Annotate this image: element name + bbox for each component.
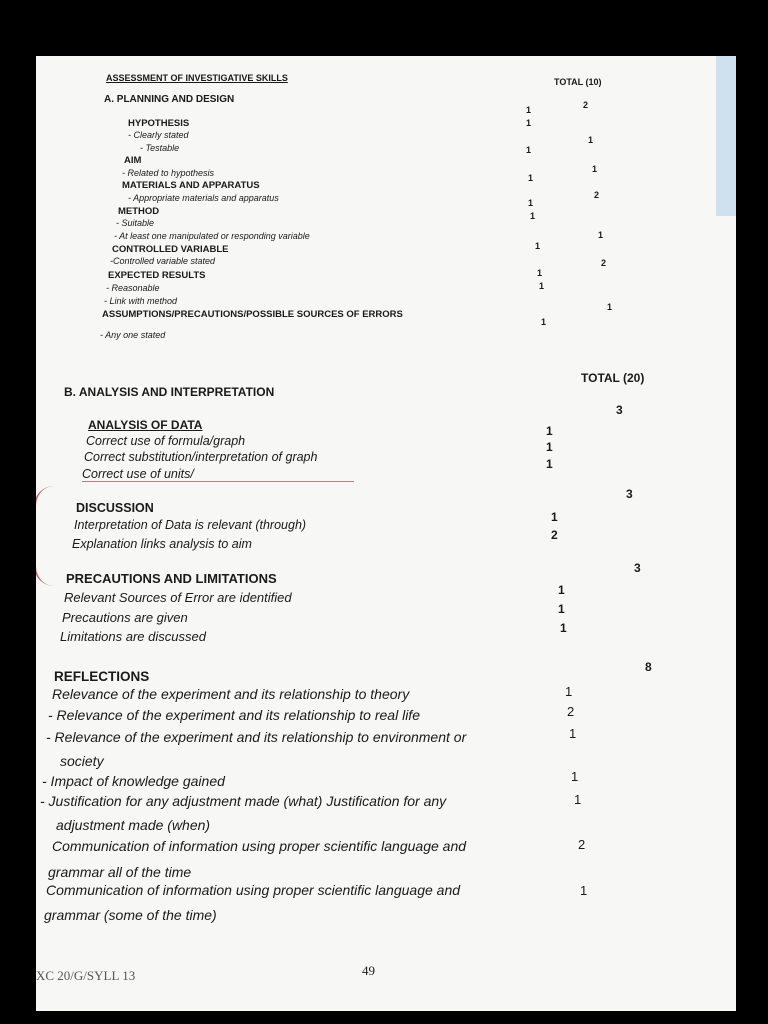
criterion-mark: 1: [528, 198, 534, 208]
reflection-line: society: [60, 753, 104, 769]
reflection-mark: 1: [574, 792, 582, 807]
criterion-line: - Any one stated: [100, 330, 166, 340]
reflections-total: 8: [645, 660, 652, 674]
subtotal-mark: 1: [592, 164, 598, 174]
reflection-line: Communication of information using proper scientific language and: [52, 838, 467, 854]
analysis-mark: 1: [546, 457, 553, 471]
reflection-line: Communication of information using proper scientific language and: [46, 882, 461, 898]
criterion-mark: 1: [537, 268, 543, 278]
criterion-mark: 1: [530, 211, 536, 221]
criterion-mark: 1: [535, 241, 541, 251]
criterion-line: - Testable: [140, 143, 180, 153]
precautions-mark: 1: [558, 583, 565, 597]
criterion-mark: 1: [526, 118, 532, 128]
criterion-line: - Link with method: [104, 296, 178, 306]
criterion-heading: ASSUMPTIONS/PRECAUTIONS/POSSIBLE SOURCES OF ERRORS: [102, 309, 403, 320]
analysis-mark: 1: [546, 440, 553, 454]
discussion-line: Explanation links analysis to aim: [72, 537, 252, 551]
section-b-total: TOTAL (20): [581, 371, 645, 385]
analysis-line: Correct use of formula/graph: [86, 434, 246, 448]
reflection-line: Relevance of the experiment and its relationship to theory: [52, 686, 410, 702]
reflection-mark: 1: [580, 883, 588, 898]
criterion-heading: METHOD: [118, 206, 160, 217]
reflection-line: grammar all of the time: [48, 864, 192, 880]
subtotal-mark: 1: [588, 135, 594, 145]
page-edge-shadow: [716, 56, 736, 216]
precautions-heading: PRECAUTIONS AND LIMITATIONS: [66, 571, 277, 586]
criterion-heading: CONTROLLED VARIABLE: [112, 244, 229, 255]
analysis-heading: ANALYSIS OF DATA: [88, 418, 203, 432]
reflection-line: adjustment made (when): [56, 817, 211, 833]
criterion-line: - At least one manipulated or responding variable: [114, 231, 310, 241]
discussion-line: Interpretation of Data is relevant (through): [74, 518, 307, 532]
reflection-mark: 1: [565, 684, 573, 699]
reflection-mark: 1: [569, 726, 577, 741]
criterion-heading: HYPOTHESIS: [128, 118, 190, 129]
criterion-heading: MATERIALS AND APPARATUS: [122, 180, 260, 191]
analysis-total: 3: [616, 403, 623, 417]
criterion-mark: 1: [526, 105, 532, 115]
criterion-mark: 1: [539, 281, 545, 291]
criterion-mark: 1: [541, 317, 547, 327]
pen-bracket: [36, 486, 66, 586]
section-a-title: A. PLANNING AND DESIGN: [104, 94, 235, 105]
precautions-total: 3: [634, 561, 641, 575]
criterion-line: - Appropriate materials and apparatus: [128, 193, 279, 203]
discussion-total: 3: [626, 487, 633, 501]
criterion-line: -Controlled variable stated: [110, 256, 216, 266]
precautions-mark: 1: [560, 621, 567, 635]
section-a-title-mark: 2: [583, 100, 589, 110]
precautions-line: Limitations are discussed: [60, 629, 206, 644]
syllabus-page: [36, 56, 736, 1011]
section-a-total: TOTAL (10): [554, 77, 602, 87]
discussion-mark: 1: [551, 510, 558, 524]
analysis-line: Correct use of units/: [82, 467, 194, 481]
criterion-line: - Reasonable: [106, 283, 160, 293]
criterion-heading: EXPECTED RESULTS: [108, 270, 206, 281]
reflection-line: - Relevance of the experiment and its relationship to environment or: [46, 729, 467, 745]
analysis-mark: 1: [546, 424, 553, 438]
reflection-mark: 2: [567, 704, 575, 719]
reflection-line: - Relevance of the experiment and its relationship to real life: [48, 707, 420, 723]
reflection-line: - Impact of knowledge gained: [42, 773, 225, 789]
reflection-mark: 1: [571, 769, 579, 784]
criterion-line: - Clearly stated: [128, 130, 189, 140]
criterion-heading: AIM: [124, 155, 142, 166]
subtotal-mark: 1: [607, 302, 613, 312]
subtotal-mark: 1: [598, 230, 604, 240]
criterion-mark: 1: [526, 145, 532, 155]
criterion-line: - Related to hypothesis: [122, 168, 215, 178]
criterion-line: - Suitable: [116, 218, 155, 228]
analysis-line: Correct substitution/interpretation of graph: [84, 450, 318, 464]
section-b-title: B. ANALYSIS AND INTERPRETATION: [64, 385, 275, 399]
subtotal-mark: 2: [594, 190, 600, 200]
page-number: 49: [362, 963, 375, 978]
assessment-heading: ASSESSMENT OF INVESTIGATIVE SKILLS: [106, 73, 288, 83]
criterion-mark: 1: [528, 173, 534, 183]
reflection-line: grammar (some of the time): [44, 907, 217, 923]
precautions-line: Relevant Sources of Error are identified: [64, 590, 292, 605]
reflection-line: - Justification for any adjustment made (what) Justification for any: [40, 793, 447, 809]
discussion-heading: DISCUSSION: [76, 501, 154, 515]
reflection-mark: 2: [578, 837, 586, 852]
syllabus-code: XC 20/G/SYLL 13: [36, 968, 136, 983]
discussion-mark: 2: [551, 528, 558, 542]
reflections-heading: REFLECTIONS: [54, 669, 150, 684]
precautions-mark: 1: [558, 602, 565, 616]
precautions-line: Precautions are given: [62, 610, 188, 625]
pen-underline: [82, 481, 354, 482]
subtotal-mark: 2: [601, 258, 607, 268]
